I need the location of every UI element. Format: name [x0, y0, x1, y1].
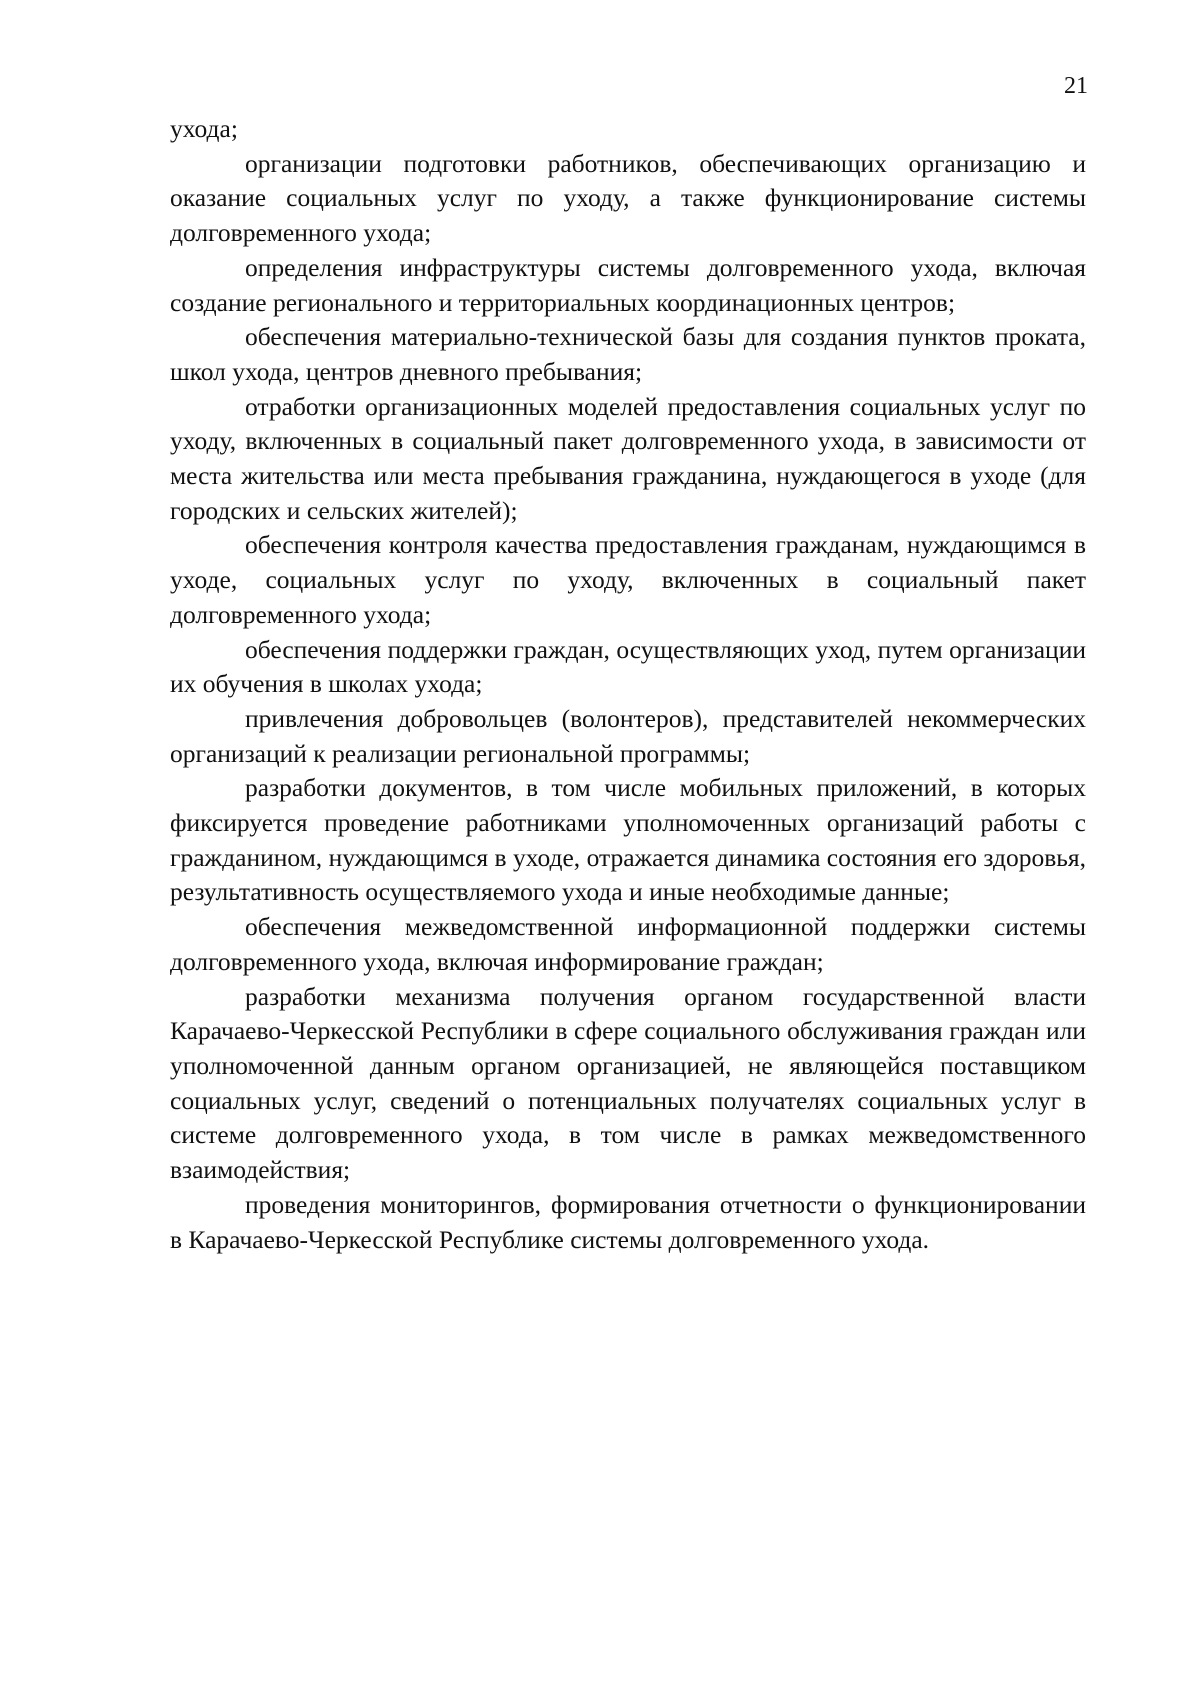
paragraph: привлечения добровольцев (волонтеров), представителей некоммерческих организаций к реализации региональной программы; [170, 703, 1086, 768]
paragraph: обеспечения материально-технической базы для создания пунктов проката, школ ухода, центров дневного пребывания; [170, 322, 1086, 386]
paragraph: обеспечения контроля качества предоставления гражданам, нуждающимся в уходе, социальных услуг по уходу, включенных в социальный пакет долговременного ухода; [170, 530, 1086, 629]
page-number: 21 [1064, 73, 1088, 99]
paragraph: проведения мониторингов, формирования отчетности о функционировании в Карачаево-Черкесской Республике системы долговременного ухода. [170, 1189, 1086, 1254]
paragraph: обеспечения поддержки граждан, осуществляющих уход, путем организации их обучения в школах ухода; [170, 634, 1086, 699]
paragraph: разработки документов, в том числе мобильных приложений, в которых фиксируется проведение работниками уполномоченных организаций работы с гражданином, нуждающимся в уходе, отражается динамика состояния его здоровья, результативность осуществляемого ухода и иные необходимые данные; [170, 773, 1086, 907]
document-body [170, 112, 1086, 1257]
paragraph: организации подготовки работников, обеспечивающих организацию и оказание социальных услуг по уходу, а также функционирование системы долговременного ухода; [170, 148, 1086, 248]
paragraph: отработки организационных моделей предоставления социальных услуг по уходу, включенных в социальный пакет долговременного ухода, в зависимости от места жительства или места пребывания гражданина, нуждающегося в уходе (для городских и сельских жителей); [170, 391, 1086, 525]
continuation-line: ухода; [170, 114, 238, 143]
paragraph: обеспечения межведомственной информационной поддержки системы долговременного ухода, включая информирование граждан; [170, 912, 1086, 976]
paragraph: разработки механизма получения органом государственной власти Карачаево-Черкесской Республики в сфере социального обслуживания граждан или уполномоченной данным органом организацией, не являющейся поставщиком социальных услуг, сведений о потенциальных получателях социальных услуг в системе долговременного ухода, в том числе в рамках межведомственного взаимодействия; [170, 981, 1086, 1185]
paragraph: определения инфраструктуры системы долговременного ухода, включая создание регионального и территориальных координационных центров; [170, 252, 1086, 317]
